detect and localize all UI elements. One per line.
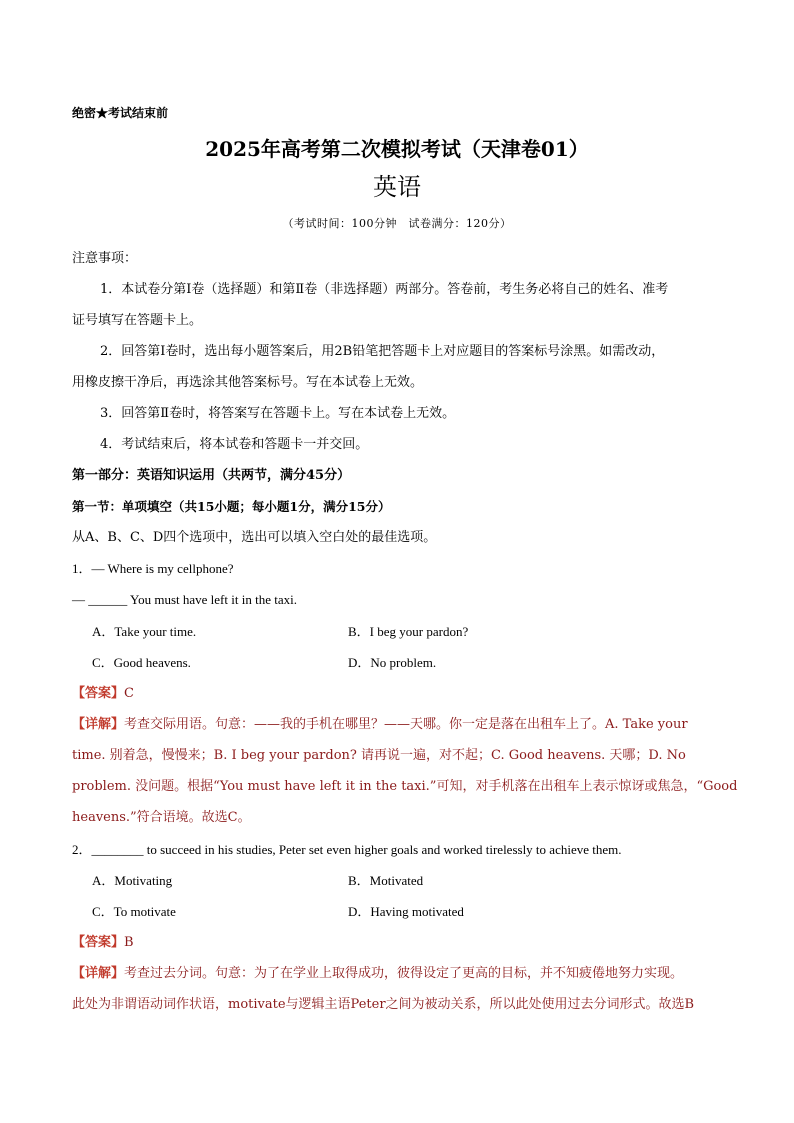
question-2-option-c: C．To motivate [92,904,176,919]
question-1-option-d: D．No problem. [348,655,437,670]
question-2-analysis-line1 [72,965,683,983]
question-2-stem: 2．________ to succeed in his studies, Peter set even higher goals and worked tirelessly to achieve them. [72,842,622,857]
confidential-mark: 绝密★考试结束前 [72,106,169,120]
analysis-tag: 【详解】 [72,966,125,981]
answer-value: B [124,935,134,950]
question-1-reply: — ______ You must have left it in the taxi. [72,592,297,607]
part1-heading: 第一部分：英语知识运用（共两节，满分45分） [72,468,351,483]
question-1-stem: 1．— Where is my cellphone? [72,561,234,576]
question-1-analysis-line3: problem. 没问题。根据“You must have left it in the taxi.”可知，对手机落在出租车上表示惊讶或焦急，“Good [72,779,738,794]
question-1-analysis-line2: time. 别着急，慢慢来；B. I beg your pardon? 请再说一遍，对不起；C. Good heavens. 天哪；D. No [72,748,686,763]
notice-item-1-line1: 1．本试卷分第Ⅰ卷（选择题）和第Ⅱ卷（非选择题）两部分。答卷前，考生务必将自己的姓名、准考 [100,282,669,297]
notice-item-2-line1: 2．回答第Ⅰ卷时，选出每小题答案后，用2B铅笔把答题卡上对应题目的答案标号涂黑。如需改动， [100,344,665,359]
exam-title: 2025年高考第二次模拟考试（天津卷01） [205,137,589,161]
question-1-answer [72,685,134,703]
notice-item-4: 4．考试结束后，将本试卷和答题卡一并交回。 [100,437,369,452]
question-2-analysis-line2: 此处为非谓语动词作状语，motivate与逻辑主语Peter之间为被动关系，所以此处使用过去分词形式。故选B [72,997,695,1012]
question-1-option-b: B．I beg your pardon? [348,624,469,639]
question-1-analysis-line1 [72,716,688,734]
question-2-option-d: D．Having motivated [348,904,464,919]
notice-item-3: 3．回答第Ⅱ卷时，将答案写在答题卡上。写在本试卷上无效。 [100,406,456,421]
subject-title: 英语 [373,173,421,201]
answer-tag: 【答案】 [72,686,125,701]
question-2-option-a: A．Motivating [92,873,173,888]
analysis-text: 考查交际用语。句意：——我的手机在哪里？——天哪。你一定是落在出租车上了。A. Take your [124,717,688,732]
notice-item-2-line2: 用橡皮擦干净后，再选涂其他答案标号。写在本试卷上无效。 [72,375,424,390]
notice-item-1-line2: 证号填写在答题卡上。 [72,313,203,328]
answer-value: C [124,686,134,701]
notice-heading: 注意事项： [72,251,138,266]
question-2-option-b: B．Motivated [348,873,424,888]
section1-heading: 第一节：单项填空（共15小题；每小题1分，满分15分） [72,499,391,514]
question-1-analysis-line4: heavens.”符合语境。故选C。 [72,810,251,825]
question-2-answer [72,934,134,952]
exam-info: （考试时间：100分钟 试卷满分：120分） [282,217,512,230]
analysis-text: 考查过去分词。句意：为了在学业上取得成功，彼得设定了更高的目标，并不知疲倦地努力实现。 [124,966,684,981]
question-1-option-a: A．Take your time. [92,624,197,639]
answer-tag: 【答案】 [72,935,125,950]
question-1-option-c: C．Good heavens. [92,655,191,670]
analysis-tag: 【详解】 [72,717,125,732]
section1-instruction: 从A、B、C、D四个选项中，选出可以填入空白处的最佳选项。 [72,530,437,545]
